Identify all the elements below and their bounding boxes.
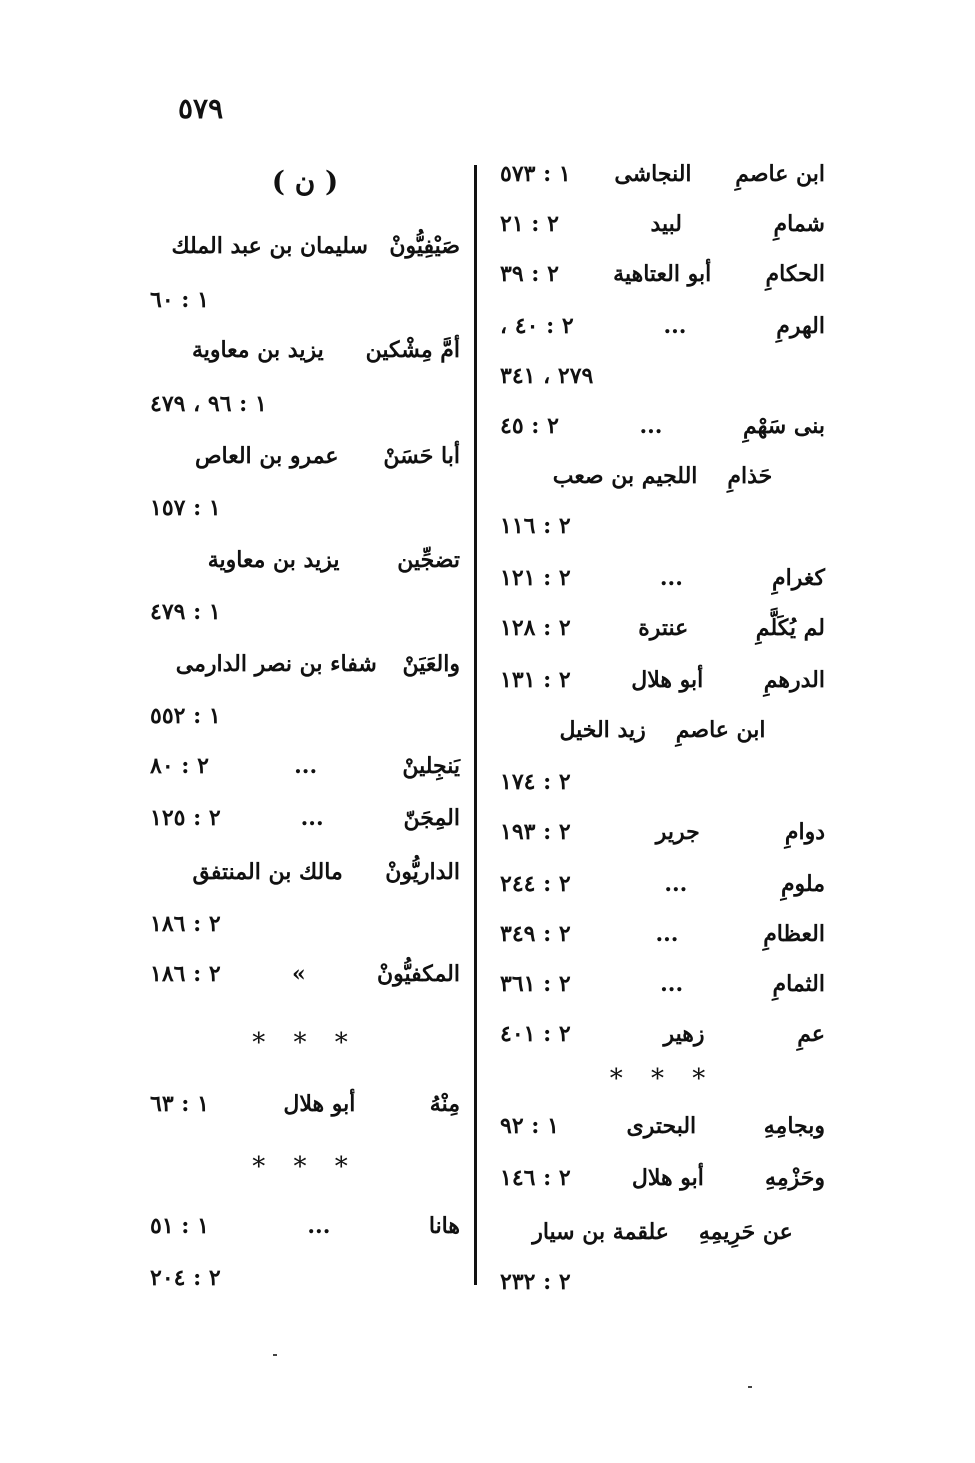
poet-name: ... (660, 971, 684, 997)
reference-line: ٢ : ١١٦ (500, 513, 571, 539)
poet-name: مالك بن المنتفق (192, 859, 343, 885)
poet-name: لبيد (650, 211, 682, 237)
poet-name: شفاء بن نصر الدارمى (175, 651, 377, 677)
rhyme-word: الدرهمِ (763, 667, 825, 693)
poet-name: يزيد بن معاوية (207, 547, 340, 573)
reference: ٢ : ٢٤٤ (500, 871, 571, 897)
poet-name: عنترة (638, 615, 689, 641)
reference-line: ١ : ٩٦ ، ٤٧٩ (150, 391, 267, 417)
index-entry (500, 154, 825, 194)
index-entry (500, 558, 825, 598)
index-entry (150, 436, 460, 476)
index-entry (150, 852, 460, 892)
reference-line: ١ : ١٥٧ (150, 495, 221, 521)
poet-name: أبو هلال (631, 1165, 704, 1191)
separator-stars: * * * (609, 1064, 716, 1094)
index-entry (150, 954, 460, 994)
reference: ٢ : ٣٩ (500, 261, 559, 287)
rhyme-word: الحكامِ (765, 261, 825, 287)
reference: ١ : ٦٣ (150, 1091, 209, 1117)
reference: ٢ : ١٢٨ (500, 615, 571, 641)
reference-line: ٢ : ١٧٤ (500, 769, 571, 795)
rhyme-word: والعَيَنْ (402, 651, 460, 677)
print-speck (748, 1386, 752, 1388)
rhyme-word: المكفيُّونْ (377, 961, 460, 987)
reference: ٢ : ١٨٦ (150, 961, 221, 987)
rhyme-word: الثمامِ (772, 971, 825, 997)
index-entry (500, 406, 825, 446)
reference-line: ١ : ٦٠ (150, 287, 209, 313)
rhyme-word: الداريُّونْ (385, 859, 460, 885)
poet-name: زهير (663, 1021, 705, 1047)
reference: ٢ : ٨٠ (150, 753, 209, 779)
index-entry (150, 1084, 460, 1124)
reference-line: ١ : ٥٥٢ (150, 703, 221, 729)
rhyme-word: حَذامِ (727, 463, 773, 489)
index-entry (500, 914, 825, 954)
rhyme-word: مِنْهُ (429, 1091, 460, 1117)
reference: ٢ : ٤٠ ، (500, 313, 574, 339)
poet-name: سليمان بن عبد الملك (171, 233, 368, 259)
rhyme-word: ابن عاصمِ (675, 717, 766, 743)
index-entry (150, 644, 460, 684)
reference-line: ٢ : ١٨٦ (150, 911, 221, 937)
poet-name: زيد الخيل (559, 717, 646, 743)
index-entry (500, 204, 825, 244)
separator-stars: * * * (252, 1152, 358, 1182)
column-divider (474, 165, 477, 1285)
rhyme-word: العظامِ (763, 921, 825, 947)
rhyme-word: أبا حَسَنْ (383, 443, 460, 469)
poet-name: البحترى (626, 1113, 697, 1139)
index-entry (500, 1158, 825, 1198)
rhyme-word: المِجَنّ (403, 805, 460, 831)
rhyme-word: هانا (428, 1213, 460, 1239)
poet-name: ... (655, 921, 679, 947)
rhyme-word: كغرامِ (772, 565, 825, 591)
index-entry (150, 226, 460, 266)
rhyme-word: وبجامِهِ (763, 1113, 825, 1139)
poet-name: أبو العتاهية (613, 261, 712, 287)
reference: ١ : ٥٧٣ (500, 161, 571, 187)
index-entry (500, 306, 825, 346)
rhyme-word: شمامِ (773, 211, 825, 237)
index-entry (500, 1106, 825, 1146)
rhyme-word: لم يُكَلَّمِ (755, 615, 825, 641)
index-entry (500, 964, 825, 1004)
rhyme-word: وحَزْمِهِ (765, 1165, 825, 1191)
rhyme-word: ابن عاصمِ (735, 161, 825, 187)
poet-name: علقمة بن سيار (532, 1219, 669, 1245)
poet-name: جرير (655, 819, 700, 845)
poet-name: » (292, 961, 306, 987)
rhyme-word: يَنجِلينْ (402, 753, 460, 779)
poet-name: يزيد بن معاوية (191, 337, 324, 363)
poet-name: ... (307, 1213, 331, 1239)
left-column (150, 0, 460, 1463)
poet-name: ... (663, 313, 687, 339)
index-entry (500, 456, 825, 496)
section-heading: ( ن ) (271, 165, 339, 198)
index-entry (150, 798, 460, 838)
rhyme-word: الهرمِ (776, 313, 825, 339)
reference: ٢ : ١٤٦ (500, 1165, 571, 1191)
reference: ٢ : ١٩٣ (500, 819, 571, 845)
index-entry (500, 1212, 825, 1252)
rhyme-word: تضجِّين (397, 547, 460, 573)
separator-stars: * * * (252, 1028, 358, 1058)
reference: ١ : ٥١ (150, 1213, 209, 1239)
index-entry (150, 746, 460, 786)
rhyme-word: بنى سَهْمِ (743, 413, 825, 439)
poet-name: ... (294, 753, 318, 779)
poet-name: أبو هلال (283, 1091, 356, 1117)
reference-line: ٢ : ٢٠٤ (150, 1265, 221, 1291)
index-entry (500, 710, 825, 750)
poet-name: أبو هلال (631, 667, 704, 693)
rhyme-word: ملومِ (780, 871, 825, 897)
index-entry (500, 1014, 825, 1054)
reference-line: ١ : ٤٧٩ (150, 599, 221, 625)
index-entry (500, 812, 825, 852)
index-entry (150, 1206, 460, 1246)
index-entry (500, 864, 825, 904)
reference: ٢ : ٢١ (500, 211, 559, 237)
rhyme-word: عن حَرِيمِهِ (698, 1219, 793, 1245)
reference-line: ٢٧٩ ، ٣٤١ (500, 363, 594, 389)
rhyme-word: عمِ (797, 1021, 825, 1047)
rhyme-word: صَيْفِيُّونْ (389, 233, 460, 259)
reference: ٢ : ٤٠١ (500, 1021, 571, 1047)
reference-line: ٢ : ٢٣٢ (500, 1269, 571, 1295)
rhyme-word: أمَّ مِشْكين (365, 337, 460, 363)
reference: ٢ : ٣٦١ (500, 971, 571, 997)
poet-name: ... (300, 805, 324, 831)
reference: ٢ : ٤٥ (500, 413, 559, 439)
reference: ٢ : ١٢١ (500, 565, 571, 591)
poet-name: النجاشى (614, 161, 692, 187)
index-entry (500, 660, 825, 700)
index-entry (500, 254, 825, 294)
index-entry (500, 608, 825, 648)
page-number: ٥٧٩ (178, 92, 224, 125)
poet-name: ... (639, 413, 663, 439)
reference: ٢ : ١٣١ (500, 667, 571, 693)
index-entry (150, 330, 460, 370)
poet-name: اللجيم بن صعب (552, 463, 698, 489)
reference: ١ : ٩٢ (500, 1113, 559, 1139)
reference: ٢ : ١٢٥ (150, 805, 221, 831)
reference: ٢ : ٣٤٩ (500, 921, 571, 947)
poet-name: ... (659, 565, 683, 591)
poet-name: عمرو بن العاص (194, 443, 339, 469)
right-column (500, 0, 825, 1463)
print-speck (273, 1354, 277, 1356)
index-entry (150, 540, 460, 580)
poet-name: ... (664, 871, 688, 897)
rhyme-word: دوامِ (784, 819, 825, 845)
